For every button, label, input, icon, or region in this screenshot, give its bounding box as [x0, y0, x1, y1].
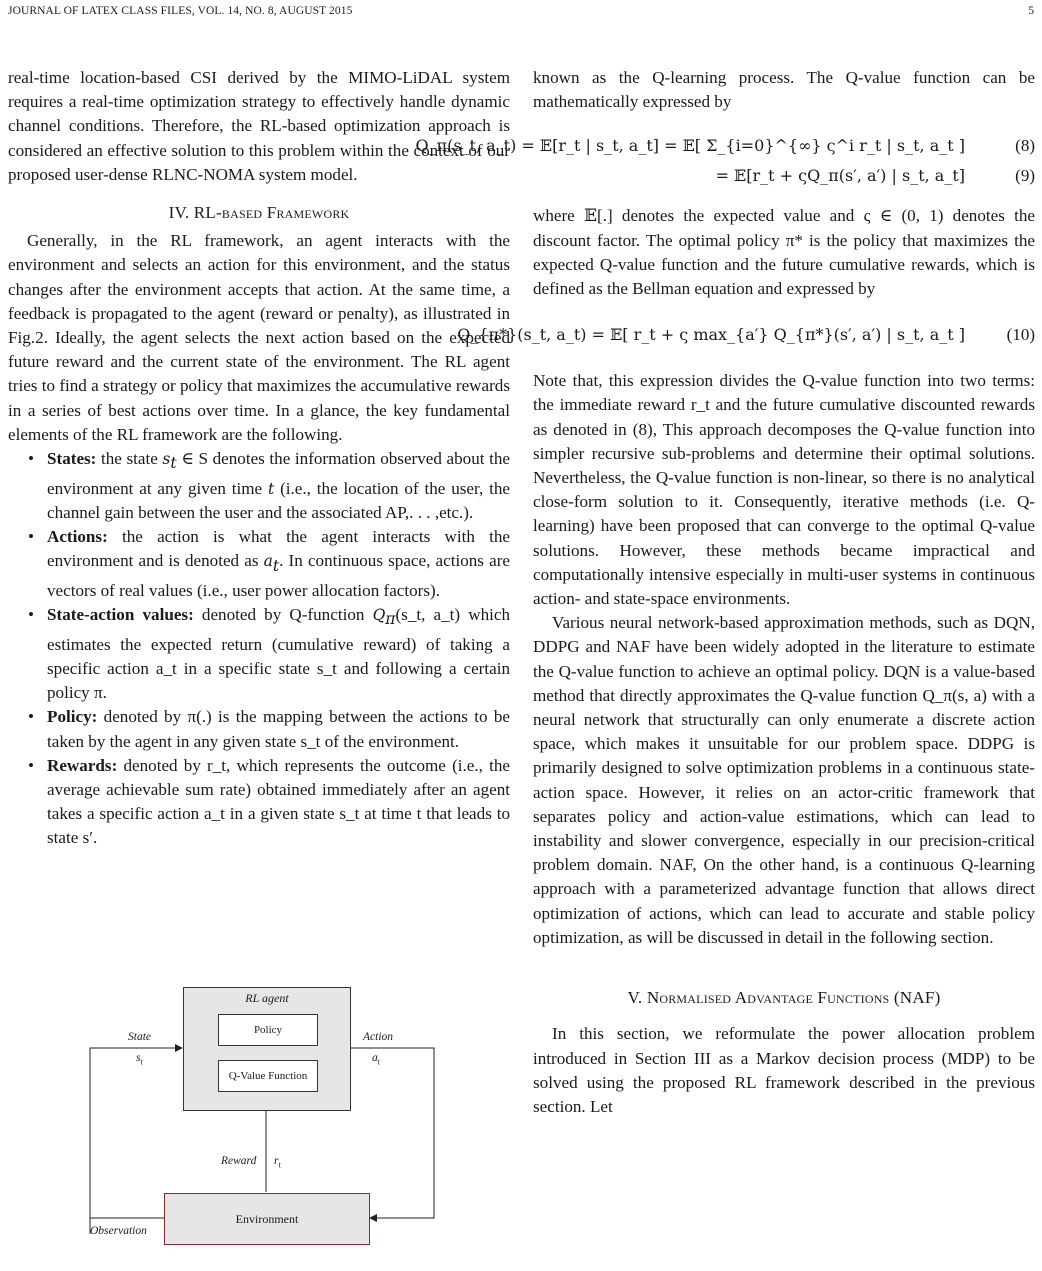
rl-framework-figure: [80, 984, 450, 1254]
right-column: [415, 66, 1035, 1119]
qvalue-box: Q-Value Function: [218, 1060, 318, 1092]
bullet-term: States:: [47, 449, 97, 469]
action-label: Action: [363, 1031, 394, 1043]
where-paragraph: where 𝔼[.] denotes the expected value and ς ∈ (0, 1) denotes the discount factor. The optimal policy π* is the policy that maximizes the expected Q-value function and the future cumulative rewards, which is defined as the Bellman equation and expressed by: [533, 206, 1035, 299]
equation-8: [415, 134, 1035, 164]
bullet-text: (i.e., the location of the user, the channel gain between the user and the associated AP,. . . ,etc.).: [47, 478, 511, 522]
bullet-text: denoted by π(.) is the mapping between the actions to be taken by the agent in any given state s_t of the environment.: [47, 707, 510, 751]
list-item: • State-action values: denoted by Q-function $Q_\pi(s\_t$, a_t) which estimates the expected return (cumulative reward) of taking a specific action a_t in a specific state s_t and following a certain policy π.: [28, 605, 511, 703]
equation-8-body: Q_π(s_t, a_t) = 𝔼[r_t | s_t, a_t] = 𝔼[ Σ_{i=0}^{∞} ς^i r_t | s_t, a_t ]: [415, 136, 965, 156]
approximation-paragraph: Various neural network-based approximation methods, such as DQN, DDPG and NAF have been widely adopted in the literature to estimate the Q-value function to achieve an optimal policy. DQN is a value-based method that directly approximates the Q-value function Q_π(s, a) with a neural network that structurally can only enumerate a discrete action space, which makes it unsuitable for our problem space. DDPG is primarily designed to solve optimization problems in a continuous state-action space. However, it relies on an actor-critic framework that separates policy and action-value estimations, which can lead to instability and slower convergence, especially in our precision-critical problem domain. NAF, On the other hand, is a continuous Q-learning approach with a parameterized advantage function that allows direct optimization of actions, which can lead to accurate and stable policy optimization, as will be discussed in detail in the following section.: [533, 613, 1035, 947]
state-symbol: $s_t$: [136, 1052, 143, 1067]
action-symbol: $a_t$: [372, 1052, 380, 1067]
note-paragraph: Note that, this expression divides the Q-value function into two terms: the immediate reward r_t and the future cumulative discounted rewards as denoted in (8), This approach decomposes the Q-value function into simpler recursive sub-problems and determine their optimal solutions. Nevertheless, the Q-value function is non-linear, so there is no analytical close-form solution to it. Consequently, iterative methods (i.e. Q-learning) have been proposed that can converge to the optimal Q-value solutions. However, these methods became impractical and computationally intensive especially in multi-user systems in continuous action- and state-space environments.: [533, 371, 1035, 609]
equation-10-body: Q_{π*}(s_t, a_t) = 𝔼[ r_t + ς max_{a′} Q_{π*}(s′, a′) | s_t, a_t ]: [457, 325, 965, 345]
section-heading-iv: [8, 201, 510, 225]
list-item: • Actions: the action is what the agent interacts with the environment and is denoted as $a_t$. In continuous space, actions are vectors of real values (i.e., user power allocation factors).: [28, 527, 510, 600]
bullet-text: the state: [100, 449, 163, 469]
intro-paragraph: real-time location-based CSI derived by the MIMO-LiDAL system requires a real-time optimization strategy to effectively handle dynamic channel conditions. Therefore, the RL-based optimization approach is considered an effective solution to this problem within the context of our proposed user-dense RLNC-NOMA system model.: [8, 68, 510, 184]
reward-symbol: $r_t$: [274, 1155, 281, 1170]
rl-elements-list: [8, 447, 510, 850]
environment-box: Environment: [164, 1193, 370, 1245]
page-number: 5: [1028, 5, 1034, 17]
equation-9: [533, 164, 1035, 194]
section-v-paragraph: In this section, we reformulate the power allocation problem introduced in Section III as a Markov decision process (MDP) to be solved using the proposed RL framework described in the previous section. Let: [533, 1024, 1035, 1116]
observation-label: Observation: [90, 1225, 147, 1237]
rl-agent-box: [183, 987, 351, 1111]
left-column: [8, 66, 510, 851]
math-subscript: π: [385, 610, 396, 629]
reward-label: Reward: [221, 1155, 257, 1167]
math-subscript: t: [272, 556, 280, 575]
math-symbol: Q: [372, 606, 386, 625]
bullet-term: Rewards:: [47, 755, 118, 775]
equation-9-number: (9): [1015, 166, 1035, 186]
equation-10-number: (10): [1006, 325, 1035, 345]
section-number: IV.: [168, 203, 190, 223]
bullet-term: Policy:: [47, 707, 98, 727]
bullet-text: . In continuous space, actions are vectors of real values (i.e., user power allocation factors).: [47, 551, 510, 600]
math-symbol: t: [268, 479, 275, 498]
section-title: Normalised Advantage Functions (NAF): [646, 988, 941, 1008]
list-item: • States: the state $s_t$ ∈ S denotes the information observed about the environment at any given time t (i.e., the location of the user, the channel gain between the user and the associated AP,. . . ,etc.).: [28, 449, 511, 522]
bullet-text: denoted by r_t, which represents the outcome (i.e., the average achievable sum rate) obtained immediately after an agent takes a specific action a_t in a given state s_t at time t that leads to state s′.: [47, 755, 510, 848]
equation-10: [457, 323, 1035, 353]
equation-9-body: = 𝔼[r_t + ςQ_π(s′, a′) | s_t, a_t]: [715, 166, 965, 186]
agent-title: RL agent: [245, 991, 289, 1005]
section-heading-v: [533, 986, 1035, 1010]
math-symbol: s: [162, 450, 171, 469]
math-symbol: a: [263, 552, 273, 571]
q-learning-intro: known as the Q-learning process. The Q-value function can be mathematically expressed by: [533, 68, 1035, 112]
list-item: • Rewards: denoted by r_t, which represents the outcome (i.e., the average achievable sum rate) obtained immediately after an agent takes a specific action a_t in a given state s_t at time t that leads to state s′.: [28, 755, 510, 848]
rl-framework-paragraph: Generally, in the RL framework, an agent interacts with the environment and selects an action for this environment, and the status changes after the environment accepts that action. At the same time, a feedback is propagated to the agent (reward or penalty), as illustrated in Fig.2. Ideally, the agent selects the next action based on the expected future reward and the current state of the environment. The RL agent tries to find a strategy or policy that maximizes the accumulative rewards in a series of best actions over time. In a glance, the key fundamental elements of the RL framework are the following.: [8, 231, 510, 444]
list-item: • Policy: denoted by π(.) is the mapping between the actions to be taken by the agent in any given state s_t of the environment.: [28, 707, 510, 751]
math-subscript: t: [170, 454, 177, 473]
journal-header: JOURNAL OF LATEX CLASS FILES, VOL. 14, NO. 8, AUGUST 2015: [8, 5, 353, 17]
section-title: RL-based Framework: [193, 203, 350, 223]
bullet-text: the action is what the agent interacts with the environment and is denoted as: [47, 527, 510, 571]
state-label: State: [128, 1031, 151, 1043]
section-number: V.: [627, 988, 643, 1008]
bullet-text: denoted by Q-function: [201, 605, 373, 625]
equation-8-number: (8): [1015, 136, 1035, 156]
bullet-term: Actions:: [47, 527, 108, 547]
bullet-term: State-action values:: [47, 605, 194, 625]
bullet-text: (s_t, a_t) which estimates the expected return (cumulative reward) of taking a specific action a_t in a specific state s_t and following a certain policy π.: [47, 605, 511, 703]
bullet-text: ∈ S denotes the information observed about the environment at any given time: [47, 449, 510, 498]
policy-box: Policy: [218, 1014, 318, 1046]
